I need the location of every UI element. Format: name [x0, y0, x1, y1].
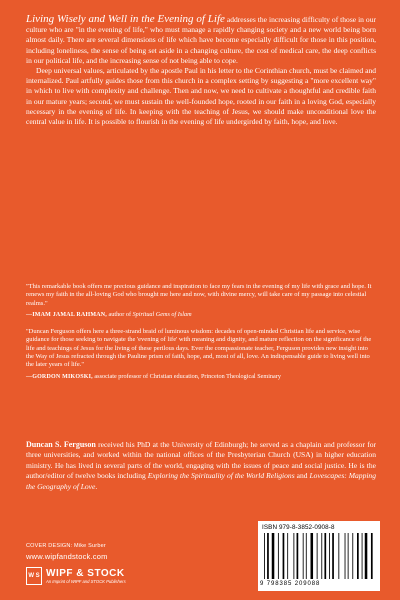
endorser-name: —IMAM JAMAL RAHMAN, — [26, 311, 107, 318]
publisher-mark-icon: W S — [26, 567, 42, 585]
bio-text: . — [95, 481, 98, 491]
description-paragraph-1 — [26, 14, 376, 66]
bio-book-title: Exploring the Spirituality of the World Religions — [147, 471, 295, 481]
bio-text: received his PhD at the University of Edinburgh; he served as a chaplain and professor for three universities, and worked within the national offices of the Presbyterian Church (USA) in higher education ministry. He has lived in several parts of the world, engaging with the issues of peace and social justice. He is the author/editor of twelve books including — [26, 440, 376, 481]
endorsement-attribution — [26, 373, 372, 381]
endorsement-attribution — [26, 311, 372, 319]
isbn-label: ISBN 979-8-3852-0908-8 — [262, 524, 335, 531]
author-bio — [26, 440, 376, 492]
endorser-role: associate professor of Christian education, Princeton Theological Seminary — [92, 372, 281, 380]
publisher-url[interactable]: www.wipfandstock.com — [26, 552, 108, 561]
isbn-barcode — [258, 521, 380, 591]
description-paragraph-1-text: addresses the increasing difficulty of those in our culture who are "in the evening of life," who must manage a rapidly changing society and a new world being born almost daily. There are several dimensions of life which have become especially difficult for those in this position, including loneliness, the sense of being set aside in a changing culture, the cost of medical care, the deep conflicts in our political life, and the increasing sense of not being able to cope. — [26, 15, 376, 65]
bio-text: and — [294, 471, 310, 481]
bio-book-title: Lovescapes: Mapping the Geography of Love — [26, 471, 376, 491]
publisher-logo — [26, 566, 226, 586]
book-title-lead: Living Wisely and Well in the Evening of Life — [26, 13, 225, 25]
author-name: Duncan S. Ferguson — [26, 440, 96, 449]
publisher-name: WIPF & STOCK — [46, 568, 125, 579]
endorsements — [26, 283, 372, 390]
book-description — [26, 14, 376, 127]
publisher-wordmark — [46, 568, 126, 584]
endorser-work: Spiritual Gems of Islam — [132, 310, 192, 318]
barcode-digits: 9 798385 209088 — [260, 581, 321, 587]
endorser-role: author of — [106, 310, 133, 318]
endorsement-quote: "Duncan Ferguson offers here a three-strand braid of luminous wisdom: decades of open-minded Christian life and service, wise guidance for those seeking to navigate the 'evening of life' with meaning and dignity, and mature reflection on the significance of the life and teachings of Jesus for the living of these perilous days. Ever the compassionate teacher, Ferguson provides new insight into the Way of Jesus refracted through the Pauline prism of faith, hope, and, most of all, love. An indispensable guide to living well into the later years of life." — [26, 328, 372, 369]
endorser-name: —GORDON MIKOSKI, — [26, 373, 93, 380]
cover-design-credit: COVER DESIGN: Mike Surber — [26, 543, 106, 549]
endorsement-quote: "This remarkable book offers me precious guidance and inspiration to face my fears in the evening of my life with grace and hope. It renews my faith in the all-loving God who brought me here and now, with divine mercy, will take care of my passage into celestial realms." — [26, 283, 372, 307]
barcode-icon — [262, 533, 376, 581]
description-paragraph-2: Deep universal values, articulated by the apostle Paul in his letter to the Corinthian church, must be claimed and internalized. Paul artfully guides those from this church in a complex setting by suggesting a "more excellent way" in which to live with complexity and challenge. Then and now, we need to cultivate a thoughtful and credible faith in our mature years; second, we must sustain the well-founded hope, rooted in our faith in a loving God, especially necessary in the evening of life. In keeping with the teaching of Jesus, we should make unconditional love the central value in life. It is possible to flourish in the evening of life undergirded by faith, hope, and love. — [26, 66, 376, 127]
publisher-tagline: An Imprint of WIPF and STOCK Publishers — [46, 579, 126, 584]
